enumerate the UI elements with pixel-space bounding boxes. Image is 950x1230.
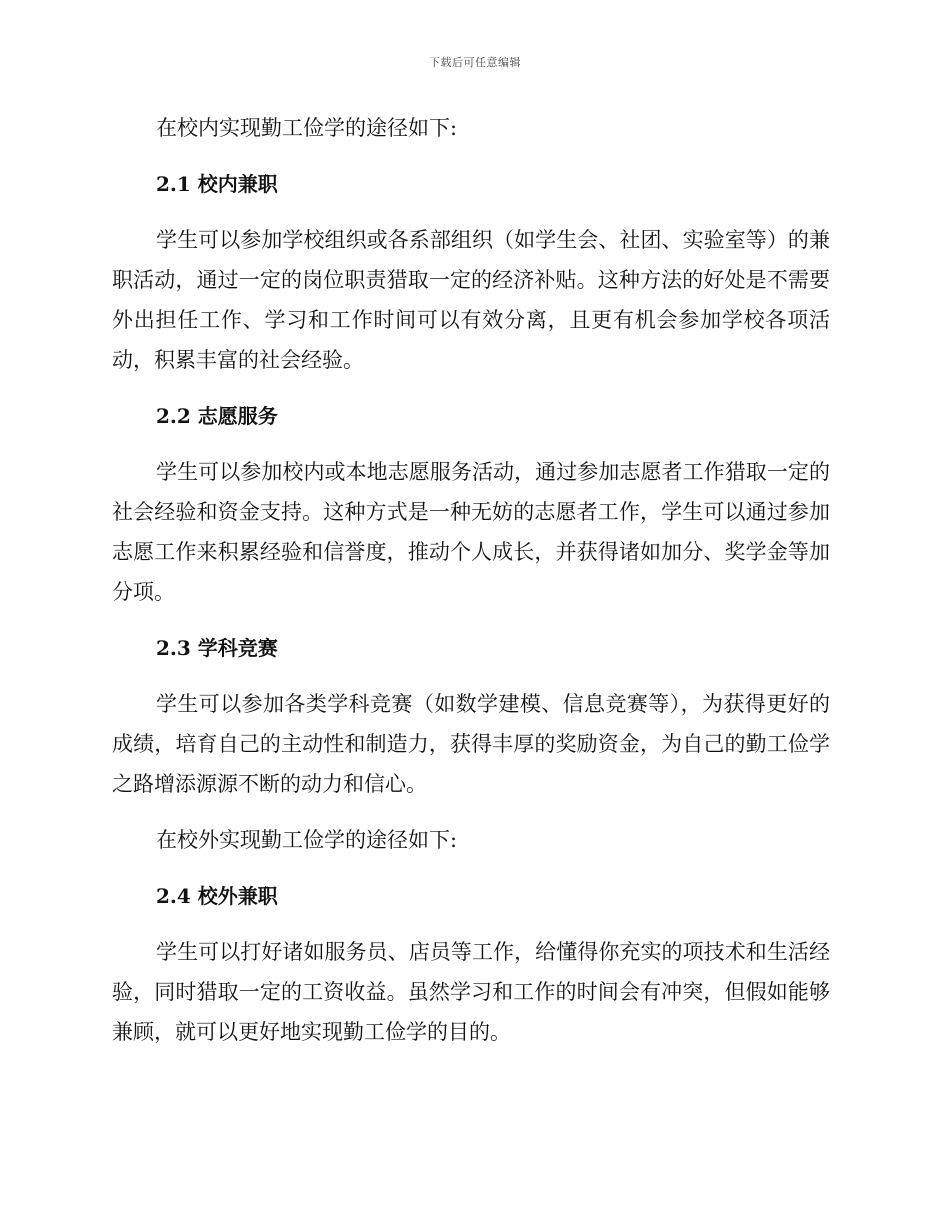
spacer [112,860,830,876]
spacer [112,916,830,932]
spacer [112,668,830,684]
heading-2-4: 2.4 校外兼职 [156,884,278,908]
intro-school-paragraph: 在校内实现勤工俭学的途径如下: [156,116,458,140]
page-header: 下载后可任意编辑 [429,56,521,69]
spacer [112,148,830,164]
spacer [112,436,830,452]
spacer [112,204,830,220]
intro-outside-paragraph: 在校外实现勤工俭学的途径如下: [156,828,458,852]
paragraph-2-3: 学生可以参加各类学科竞赛（如数学建模、信息竞赛等），为获得更好的成绩，培育自己的主动性和制造力，获得丰厚的奖励资金，为自己的勤工俭学之路增添源源不断的动力和信心。 [112,692,830,796]
spacer [112,612,830,628]
heading-2-1: 2.1 校内兼职 [156,172,278,196]
spacer [112,804,830,820]
heading-2-2: 2.2 志愿服务 [156,404,278,428]
paragraph-2-2: 学生可以参加校内或本地志愿服务活动，通过参加志愿者工作猎取一定的社会经验和资金支持。这种方式是一种无妨的志愿者工作，学生可以通过参加志愿工作来积累经验和信誉度，推动个人成长，并获得诸如加分、奖学金等加分项。 [112,460,830,604]
document-body [112,108,830,1052]
spacer [112,380,830,396]
heading-2-3: 2.3 学科竞赛 [156,636,278,660]
paragraph-2-4: 学生可以打好诸如服务员、店员等工作，给懂得你充实的项技术和生活经验，同时猎取一定的工资收益。虽然学习和工作的时间会有冲突，但假如能够兼顾，就可以更好地实现勤工俭学的目的。 [112,940,830,1044]
paragraph-2-1: 学生可以参加学校组织或各系部组织（如学生会、社团、实验室等）的兼职活动，通过一定的岗位职责猎取一定的经济补贴。这种方法的好处是不需要外出担任工作、学习和工作时间可以有效分离，且更有机会参加学校各项活动，积累丰富的社会经验。 [112,228,830,372]
